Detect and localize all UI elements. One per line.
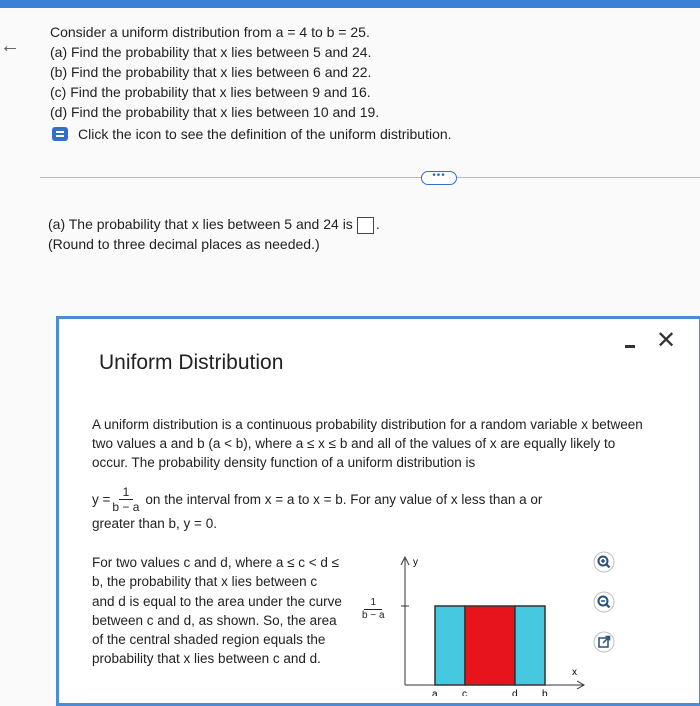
central-shaded-region [465,606,515,685]
outer-region-right [515,606,545,685]
pdf-formula [92,481,542,517]
top-bar [0,0,700,8]
uniform-graph [389,551,589,696]
question-part-c: (c) Find the probability that x lies between 9 and 16. [50,84,371,100]
question-part-d: (d) Find the probability that x lies between 10 and 19. [50,104,380,120]
formula-fraction [112,485,139,514]
answer-suffix: . [375,216,380,232]
question-part-a: (a) Find the probability that x lies between 5 and 24. [50,44,372,60]
formula-denominator: b − a [112,499,140,514]
formula-rest: on the interval from x = a to x = b. For any value of x less than a or [145,491,543,507]
question-part-b: (b) Find the probability that x lies between 6 and 22. [50,64,372,80]
minimize-button[interactable] [624,335,638,355]
answer-input[interactable] [357,217,374,234]
zoom-out-icon[interactable] [593,591,615,613]
answer-area [48,214,380,254]
pdf-label-denominator: b − a [362,610,385,621]
divider [40,177,700,178]
outer-region-left [435,606,465,685]
back-arrow-icon[interactable]: ← [0,35,20,57]
x-axis-label: x [572,667,577,678]
pdf-label-numerator: 1 [364,597,382,610]
zoom-in-icon[interactable] [593,551,615,573]
tick-label-b: b [542,689,548,696]
uniform-distribution-dialog [56,316,700,706]
formula-numerator: 1 [119,485,134,500]
tick-label-c: c [462,689,467,696]
answer-prompt: (a) The probability that x lies between 5 and 24 is [48,216,353,232]
definition-text: A uniform distribution is a continuous probability distribution for a random variable x between two values a and b (a < b), where a ≤ x ≤ b and all of the values of x are equally likely to occur. The probability density function of a uniform distribution is [92,417,643,470]
more-button[interactable]: ••• [421,171,457,185]
document-icon[interactable] [52,127,68,141]
formula-lhs: y = [92,491,111,507]
question-text [50,22,379,122]
greater-than-text: greater than b, y = 0. [92,516,217,531]
tick-label-d: d [512,689,518,696]
question-intro: Consider a uniform distribution from a = 4 to b = 25. [50,24,370,40]
expand-icon[interactable] [593,631,615,653]
definition-link-row[interactable] [52,124,452,144]
rounding-note: (Round to three decimal places as needed.) [48,236,320,252]
y-axis-label: y [413,557,418,568]
area-explanation: For two values c and d, where a ≤ c < d ≤ b, the probability that x lies between c and d is equal to the area under the curve between c and d, as shown. So, the area of the central shaded region equals the probability that x lies between c and d. [92,555,342,667]
tick-label-a: a [432,689,438,696]
close-button[interactable]: ✕ [656,327,677,354]
dialog-title: Uniform Distribution [99,351,284,374]
definition-link-text: Click the icon to see the definition of the uniform distribution. [78,126,452,142]
pdf-height-label [362,597,385,622]
minimize-icon [625,345,635,348]
